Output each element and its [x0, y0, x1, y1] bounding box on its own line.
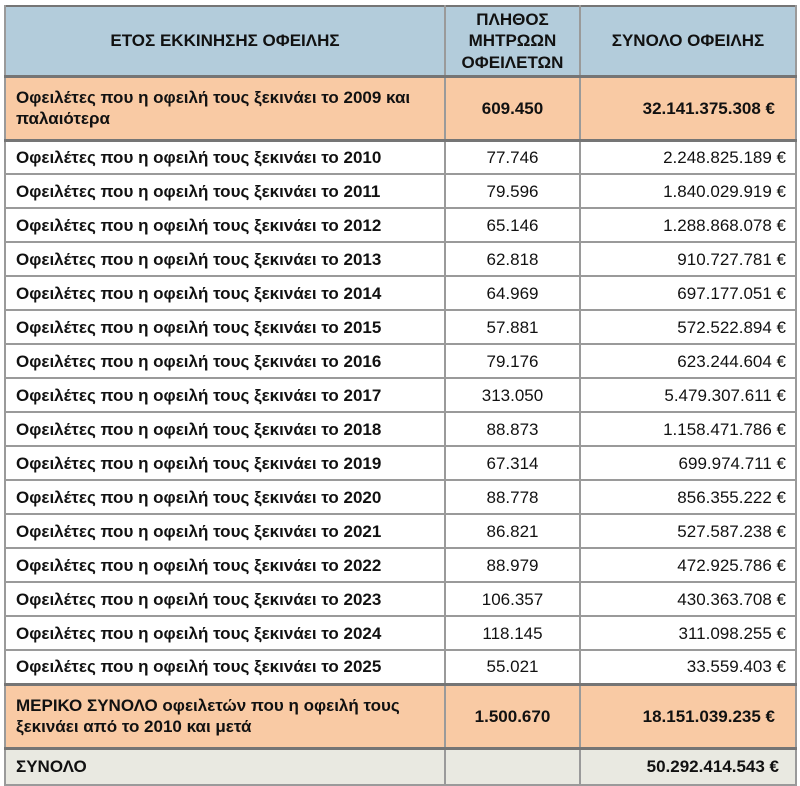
debt-by-year-table	[4, 5, 797, 786]
row-label: Οφειλέτες που η οφειλή τους ξεκινάει το 2023	[5, 582, 445, 616]
table-row	[5, 650, 796, 684]
table-row	[5, 748, 796, 785]
row-amount: 32.141.375.308 €	[580, 76, 796, 140]
row-amount: 33.559.403 €	[580, 650, 796, 684]
row-label: Οφειλέτες που η οφειλή τους ξεκινάει το 2025	[5, 650, 445, 684]
row-amount: 572.522.894 €	[580, 310, 796, 344]
table-row	[5, 412, 796, 446]
table-row	[5, 684, 796, 748]
table-row	[5, 208, 796, 242]
row-label: Οφειλέτες που η οφειλή τους ξεκινάει το 2024	[5, 616, 445, 650]
row-amount: 856.355.222 €	[580, 480, 796, 514]
row-label: Οφειλέτες που η οφειλή τους ξεκινάει το 2016	[5, 344, 445, 378]
table-row	[5, 242, 796, 276]
row-count: 106.357	[445, 582, 580, 616]
row-amount: 910.727.781 €	[580, 242, 796, 276]
row-amount: 5.479.307.611 €	[580, 378, 796, 412]
row-label: ΣΥΝΟΛΟ	[5, 748, 445, 785]
row-label: Οφειλέτες που η οφειλή τους ξεκινάει το 2012	[5, 208, 445, 242]
row-count: 88.979	[445, 548, 580, 582]
row-label: Οφειλέτες που η οφειλή τους ξεκινάει το 2022	[5, 548, 445, 582]
row-amount: 430.363.708 €	[580, 582, 796, 616]
table-row	[5, 548, 796, 582]
table-row	[5, 344, 796, 378]
row-amount: 623.244.604 €	[580, 344, 796, 378]
row-amount: 527.587.238 €	[580, 514, 796, 548]
header-row	[5, 6, 796, 76]
row-label: Οφειλέτες που η οφειλή τους ξεκινάει το 2010	[5, 140, 445, 174]
table-body	[5, 76, 796, 785]
table-row	[5, 276, 796, 310]
row-count: 88.873	[445, 412, 580, 446]
row-amount: 311.098.255 €	[580, 616, 796, 650]
table-row	[5, 582, 796, 616]
row-count: 57.881	[445, 310, 580, 344]
row-label: Οφειλέτες που η οφειλή τους ξεκινάει το 2011	[5, 174, 445, 208]
table-row	[5, 310, 796, 344]
row-count: 67.314	[445, 446, 580, 480]
table-row	[5, 514, 796, 548]
row-count: 62.818	[445, 242, 580, 276]
row-count: 86.821	[445, 514, 580, 548]
row-count: 609.450	[445, 76, 580, 140]
table-row	[5, 76, 796, 140]
row-count: 79.596	[445, 174, 580, 208]
row-amount: 472.925.786 €	[580, 548, 796, 582]
table-row	[5, 378, 796, 412]
col-header-debtor-registry-count: ΠΛΗΘΟΣ ΜΗΤΡΩΩΝ ΟΦΕΙΛΕΤΩΝ	[445, 6, 580, 76]
row-count: 55.021	[445, 650, 580, 684]
row-label: Οφειλέτες που η οφειλή τους ξεκινάει το 2014	[5, 276, 445, 310]
col-header-total-debt: ΣΥΝΟΛΟ ΟΦΕΙΛΗΣ	[580, 6, 796, 76]
row-amount: 697.177.051 €	[580, 276, 796, 310]
row-count: 118.145	[445, 616, 580, 650]
row-count: 64.969	[445, 276, 580, 310]
row-count: 313.050	[445, 378, 580, 412]
table-row	[5, 480, 796, 514]
row-label: ΜΕΡΙΚΟ ΣΥΝΟΛΟ οφειλετών που η οφειλή τους ξεκινάει από το 2010 και μετά	[5, 684, 445, 748]
row-count: 88.778	[445, 480, 580, 514]
row-label: Οφειλέτες που η οφειλή τους ξεκινάει το 2019	[5, 446, 445, 480]
row-amount: 699.974.711 €	[580, 446, 796, 480]
row-label: Οφειλέτες που η οφειλή τους ξεκινάει το 2013	[5, 242, 445, 276]
row-amount: 18.151.039.235 €	[580, 684, 796, 748]
table-row	[5, 140, 796, 174]
row-label: Οφειλέτες που η οφειλή τους ξεκινάει το 2009 και παλαιότερα	[5, 76, 445, 140]
table-row	[5, 174, 796, 208]
row-count: 77.746	[445, 140, 580, 174]
row-amount: 1.158.471.786 €	[580, 412, 796, 446]
row-label: Οφειλέτες που η οφειλή τους ξεκινάει το 2021	[5, 514, 445, 548]
row-label: Οφειλέτες που η οφειλή τους ξεκινάει το 2020	[5, 480, 445, 514]
row-label: Οφειλέτες που η οφειλή τους ξεκινάει το 2015	[5, 310, 445, 344]
table-row	[5, 616, 796, 650]
row-count: 1.500.670	[445, 684, 580, 748]
col-header-debt-start-year: ΕΤΟΣ ΕΚΚΙΝΗΣΗΣ ΟΦΕΙΛΗΣ	[5, 6, 445, 76]
row-count: 65.146	[445, 208, 580, 242]
row-label: Οφειλέτες που η οφειλή τους ξεκινάει το 2018	[5, 412, 445, 446]
row-count	[445, 748, 580, 785]
row-amount: 1.288.868.078 €	[580, 208, 796, 242]
row-label: Οφειλέτες που η οφειλή τους ξεκινάει το 2017	[5, 378, 445, 412]
row-count: 79.176	[445, 344, 580, 378]
row-amount: 2.248.825.189 €	[580, 140, 796, 174]
row-amount: 50.292.414.543 €	[580, 748, 796, 785]
table-row	[5, 446, 796, 480]
row-amount: 1.840.029.919 €	[580, 174, 796, 208]
